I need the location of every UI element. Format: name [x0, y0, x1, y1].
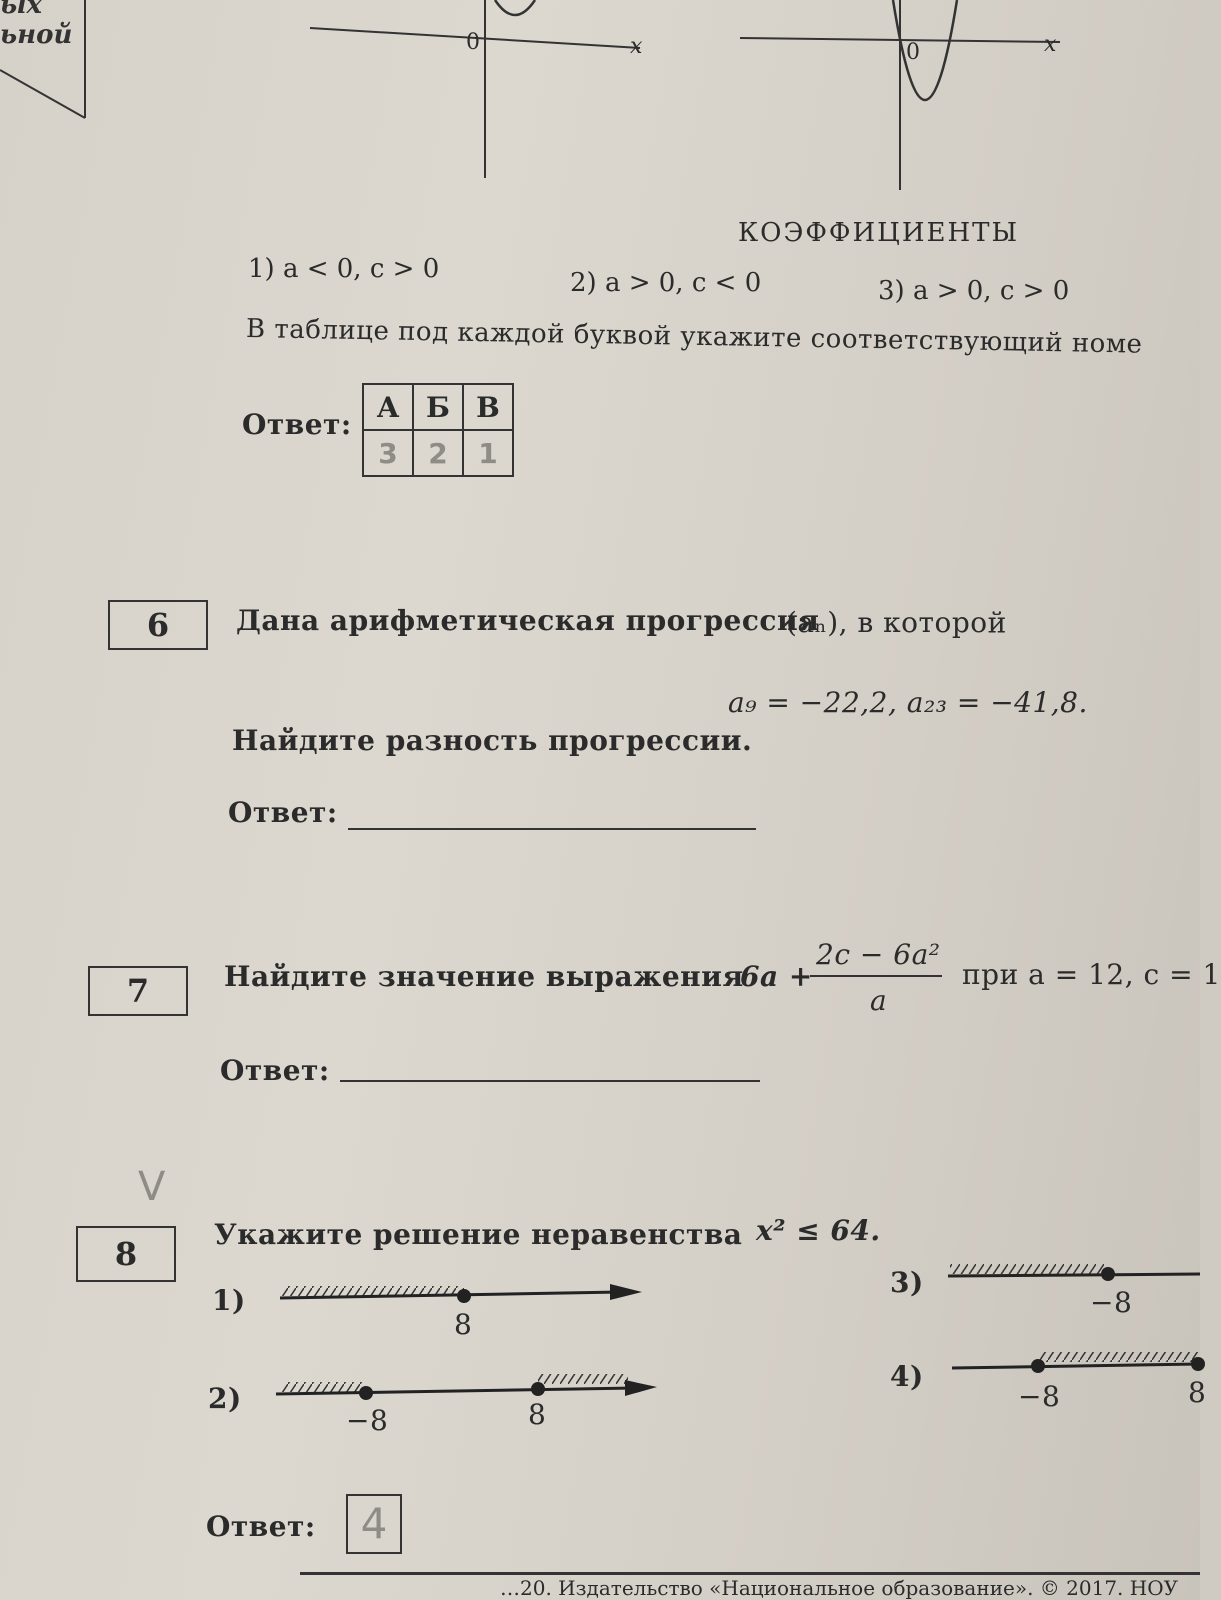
- header-b: Б: [413, 384, 463, 430]
- footer-rule: [300, 1572, 1200, 1575]
- opt2-tick-neg8: −8: [346, 1404, 389, 1437]
- answer-label-8: Ответ:: [206, 1510, 316, 1543]
- coefficients-heading: КОЭФФИЦИЕНТЫ: [738, 218, 1020, 248]
- number-line-2: [276, 1374, 657, 1400]
- answer-line-6[interactable]: [348, 828, 756, 830]
- margin-text-2: ьной: [0, 20, 73, 50]
- task-8-inequality: x² ≤ 64.: [756, 1214, 881, 1247]
- number-line-3: [948, 1264, 1200, 1281]
- value-b[interactable]: 2: [413, 430, 463, 476]
- instruction-text: В таблице под каждой буквой укажите соответствующий номе: [245, 314, 1143, 360]
- check-mark: V: [138, 1164, 166, 1210]
- answer-label-6: Ответ:: [228, 796, 338, 829]
- left-x-label: x: [630, 34, 643, 59]
- value-v[interactable]: 1: [463, 430, 513, 476]
- answer-box-8[interactable]: [346, 1494, 402, 1554]
- task-7-expr-left: 6a +: [740, 960, 813, 993]
- task-6-condition: a₉ = −22,2, a₂₃ = −41,8.: [728, 686, 1088, 719]
- task-8-statement: Укажите решение неравенства: [214, 1218, 743, 1251]
- option-3-label: 3): [890, 1266, 924, 1299]
- task-6-question: Найдите разность прогрессии.: [232, 724, 753, 757]
- task-7-denominator: a: [870, 984, 888, 1017]
- task-6-number: 6: [108, 600, 208, 650]
- opt1-tick-8: 8: [454, 1308, 473, 1341]
- right-origin-label: 0: [906, 40, 920, 65]
- option-4-label: 4): [890, 1360, 924, 1393]
- value-a[interactable]: 3: [363, 430, 413, 476]
- task-7-numerator: 2c − 6a²: [816, 938, 941, 971]
- opt4-tick-8: 8: [1188, 1376, 1207, 1409]
- number-line-4: [952, 1352, 1205, 1373]
- header-v: В: [463, 384, 513, 430]
- number-line-1: [280, 1284, 642, 1303]
- fraction-bar: [810, 975, 942, 977]
- coef-option-2: 2) a > 0, c < 0: [570, 268, 762, 298]
- right-parabola: [893, 0, 957, 100]
- coef-option-3: 3) a > 0, c > 0: [878, 276, 1070, 306]
- margin-frame: [0, 0, 100, 130]
- answer-label-7: Ответ:: [220, 1054, 330, 1087]
- task-6-statement: Дана арифметическая прогрессия: [236, 604, 820, 637]
- left-origin-label: 0: [466, 30, 480, 55]
- left-parabola: [495, 0, 535, 15]
- right-x-label: x: [1044, 32, 1057, 57]
- task-7-number: 7: [88, 966, 188, 1016]
- footer-text: …20. Издательство «Национальное образование». © 2017. НОУ: [500, 1576, 1179, 1600]
- opt2-tick-8: 8: [528, 1398, 547, 1431]
- header-a: А: [363, 384, 413, 430]
- coef-option-1: 1) a < 0, c > 0: [248, 254, 440, 284]
- parabola-graphs: [300, 0, 1200, 200]
- margin-text-1: ых: [0, 0, 42, 20]
- task-7-condition: при a = 12, c = 1: [962, 958, 1221, 991]
- opt4-tick-neg8: −8: [1018, 1380, 1061, 1413]
- option-1-label: 1): [212, 1284, 246, 1317]
- task-6-sequence: (aₙ), в которой: [786, 606, 1007, 639]
- answer-line-7[interactable]: [340, 1080, 760, 1082]
- answer-value-8: 4: [360, 1499, 388, 1548]
- opt3-tick-neg8: −8: [1090, 1286, 1133, 1319]
- answer-table: [362, 383, 514, 477]
- option-2-label: 2): [208, 1382, 242, 1415]
- task-8-number: 8: [76, 1226, 176, 1282]
- answer-label-5: Ответ:: [242, 408, 352, 441]
- task-7-statement: Найдите значение выражения: [224, 960, 744, 993]
